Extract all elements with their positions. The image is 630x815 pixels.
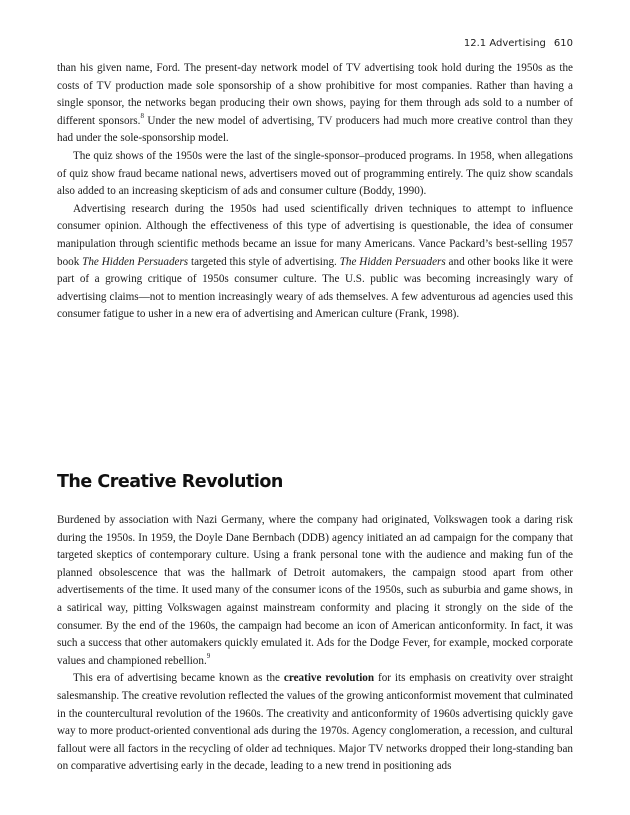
header-section-title: 12.1 Advertising — [463, 38, 546, 49]
paragraph-text: Burdened by association with Nazi Germany, where the company had originated, Volkswagen took a daring risk during the 1950s. In 1959, the Doyle Dane Bernbach (DDB) agency initiated an ad campaign for the company that targeted skeptics of contemporary culture. Using a frank personal tone with the audience and making fun of the planned obsolescence that was the hallmark of Detroit automakers, the campaign stood apart from other advertisements of the time. It used many of the consumer icons of the 1950s, such as suburbia and game shows, in a satirical way, pitting Volkswagen against mainstream conformity and placing it strongly on the side of the consumer. By the end of the 1960s, the campaign had become an icon of American anticonformity. In fact, it was such a success that other automakers quickly emulated it. Ads for the Dodge Fever, for example, mocked corporate values and championed rebellion. — [57, 514, 573, 667]
paragraph-text: targeted this style of advertising. — [188, 255, 340, 268]
running-header — [464, 38, 573, 49]
paragraph-creative-revolution — [57, 670, 573, 776]
paragraph-text: This era of advertising became known as the — [73, 672, 284, 685]
paragraph-text: for its emphasis on creativity over straight salesmanship. The creative revolution reflected the values of the growing anticonformist movement that culminated in the countercultural revolution of the 1960s. The creativity and anticonformity of 1960s advertising quickly gave way to more product-oriented conventional ads during the 1970s. Agency conglomeration, a recession, and cultural fallout were all factors in the recycling of older ad techniques. Major TV networks dropped their long-standing ban on comparative advertising early in the decade, leading to a new trend in positioning ads — [57, 672, 574, 773]
top-text-block — [57, 60, 573, 324]
header-page-number: 610 — [553, 38, 573, 49]
book-title: The Hidden Persuaders — [82, 255, 189, 268]
paragraph-text: than his given name, Ford. The present-day network model of TV advertising took hold during the 1950s as the costs of TV production made sole sponsorship of a show prohibitive for most companies. Rather than having a single sponsor, the networks began producing their own shows, paying for them through ads sold to a number of different sponsors. — [57, 62, 573, 127]
footnote-ref-9[interactable]: 9 — [206, 652, 211, 661]
key-term: creative revolution — [283, 672, 375, 685]
book-title: The Hidden Persuaders — [339, 255, 446, 268]
section-heading: The Creative Revolution — [57, 472, 283, 492]
paragraph-volkswagen — [57, 512, 573, 670]
paragraph-text: Advertising research during the 1950s had used scientifically driven techniques to attempt to influence consumer opinion. Although the effectiveness of this type of advertising is questionable, the idea of consumer manipulation through scientific methods became an issue for many Americans. Vance Packard’s best-selling 1957 book — [57, 202, 573, 268]
section-text-block — [57, 512, 573, 776]
paragraph-quiz-shows: The quiz shows of the 1950s were the last of the single-sponsor–produced programs. In 1958, when allegations of quiz show fraud became national news, advertisers moved out of programming entirely. The quiz show scandals also added to an increasing skepticism of ads and consumer culture (Boddy, 1990). — [57, 149, 573, 198]
footnote-ref-8[interactable]: 8 — [140, 112, 144, 121]
paragraph-text: Under the new model of advertising, TV producers had much more creative control than they had under the sole-sponsorship model. — [57, 114, 573, 145]
paragraph-advertising-research — [57, 201, 573, 324]
paragraph-text: and other books like it were part of a growing critique of 1950s consumer culture. The U.S. public was becoming increasingly wary of advertising claims—not to mention increasingly weary of ads themselves. A few adventurous ad agencies used this consumer fatigue to usher in a new era of advertising and American culture (Frank, 1998). — [57, 255, 573, 321]
paragraph-continued — [57, 60, 573, 148]
